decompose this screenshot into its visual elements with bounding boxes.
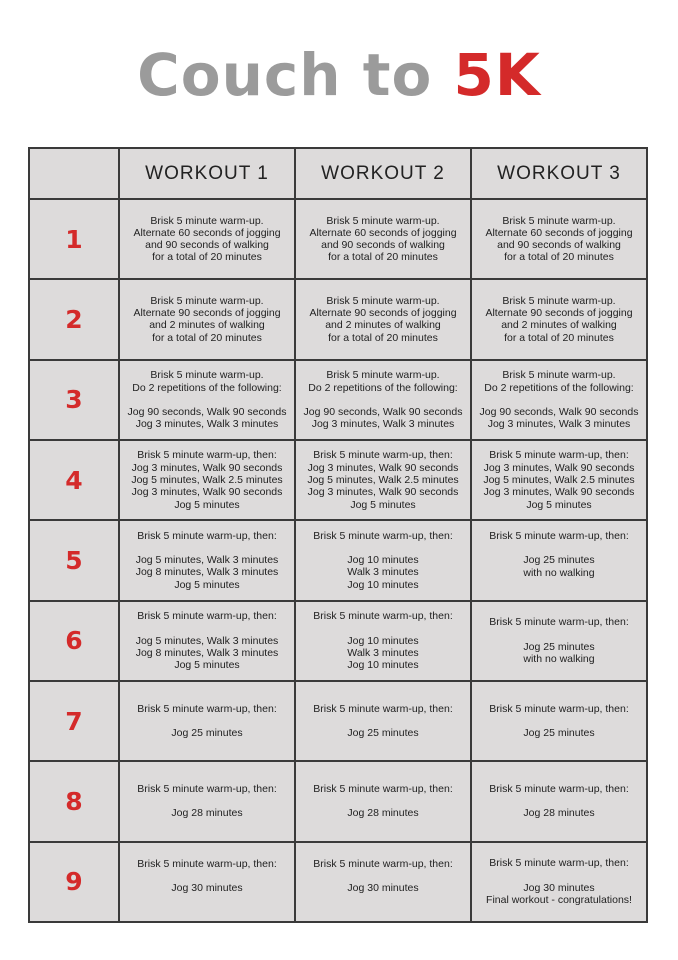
- workout-line: Brisk 5 minute warm-up, then:: [137, 449, 277, 462]
- workout-line: Jog 90 seconds, Walk 90 seconds: [127, 405, 287, 418]
- workout-line: Brisk 5 minute warm-up.: [150, 369, 264, 382]
- week-number: 3: [29, 360, 119, 440]
- workout-description: [472, 616, 646, 665]
- page-title: [0, 30, 678, 120]
- workout-line: Alternate 90 seconds of jogging: [309, 307, 457, 320]
- workout-cell: [471, 199, 647, 279]
- workout-cell: [471, 440, 647, 520]
- blank-line: [120, 870, 294, 882]
- workout-line: Brisk 5 minute warm-up, then:: [489, 857, 629, 870]
- blank-line: [120, 715, 294, 727]
- workout-schedule-table: [28, 147, 648, 923]
- workout-line: Jog 10 minutes: [347, 659, 419, 672]
- workout-line: for a total of 20 minutes: [152, 331, 262, 344]
- workout-description: [296, 215, 470, 264]
- workout-line: Alternate 90 seconds of jogging: [133, 307, 281, 320]
- workout-line: Jog 8 minutes, Walk 3 minutes: [135, 566, 279, 579]
- workout-description: [120, 295, 294, 344]
- workout-line: Brisk 5 minute warm-up, then:: [489, 702, 629, 715]
- workout-description: [296, 295, 470, 344]
- workout-line: with no walking: [523, 652, 595, 665]
- blank-line: [296, 795, 470, 807]
- workout-description: [472, 530, 646, 591]
- header-workout-3: WORKOUT 3: [471, 148, 647, 199]
- blank-line: [472, 870, 646, 882]
- workout-line: Brisk 5 minute warm-up, then:: [313, 449, 453, 462]
- workout-line: and 90 seconds of walking: [321, 239, 445, 252]
- week-row: [29, 199, 647, 279]
- workout-line: Jog 5 minutes, Walk 3 minutes: [135, 554, 279, 567]
- workout-line: Brisk 5 minute warm-up.: [502, 214, 616, 227]
- workout-line: Brisk 5 minute warm-up, then:: [137, 702, 277, 715]
- workout-line: Alternate 60 seconds of jogging: [309, 226, 457, 239]
- workout-cell: [295, 199, 471, 279]
- blank-line: [296, 623, 470, 635]
- workout-description: [472, 295, 646, 344]
- workout-line: Final workout - congratulations!: [486, 893, 632, 906]
- workout-line: Alternate 60 seconds of jogging: [485, 226, 633, 239]
- workout-line: Brisk 5 minute warm-up.: [502, 369, 616, 382]
- workout-cell: [295, 279, 471, 359]
- week-row: [29, 601, 647, 681]
- workout-line: Jog 5 minutes, Walk 3 minutes: [135, 634, 279, 647]
- workout-line: for a total of 20 minutes: [504, 331, 614, 344]
- workout-line: Jog 5 minutes: [174, 578, 240, 591]
- schedule-body: [29, 199, 647, 922]
- workout-line: Brisk 5 minute warm-up, then:: [137, 610, 277, 623]
- workout-line: Jog 5 minutes: [174, 498, 240, 511]
- workout-line: Jog 10 minutes: [347, 634, 419, 647]
- workout-line: and 2 minutes of walking: [149, 319, 265, 332]
- workout-line: Jog 30 minutes: [171, 881, 243, 894]
- workout-line: Brisk 5 minute warm-up, then:: [137, 529, 277, 542]
- week-number: 7: [29, 681, 119, 761]
- workout-cell: [119, 199, 295, 279]
- workout-line: Jog 5 minutes, Walk 2.5 minutes: [307, 474, 459, 486]
- workout-line: Do 2 repetitions of the following:: [308, 381, 458, 394]
- week-row: [29, 360, 647, 440]
- workout-cell: [295, 601, 471, 681]
- blank-line: [296, 894, 470, 906]
- week-row: [29, 279, 647, 359]
- workout-cell: [295, 440, 471, 520]
- blank-line: [296, 870, 470, 882]
- workout-description: [296, 530, 470, 591]
- workout-line: and 2 minutes of walking: [501, 319, 617, 332]
- workout-line: Walk 3 minutes: [347, 566, 419, 579]
- blank-line: [296, 542, 470, 554]
- workout-line: Do 2 repetitions of the following:: [484, 381, 634, 394]
- workout-description: [296, 858, 470, 907]
- workout-line: Brisk 5 minute warm-up, then:: [137, 857, 277, 870]
- workout-line: Jog 3 minutes, Walk 90 seconds: [483, 461, 635, 474]
- blank-line: [472, 715, 646, 727]
- workout-line: Jog 3 minutes, Walk 3 minutes: [135, 418, 279, 431]
- workout-line: Brisk 5 minute warm-up, then:: [137, 783, 277, 796]
- workout-line: Jog 3 minutes, Walk 3 minutes: [487, 418, 631, 431]
- workout-line: for a total of 20 minutes: [152, 251, 262, 264]
- workout-line: Jog 3 minutes, Walk 90 seconds: [307, 486, 459, 499]
- workout-description: [472, 703, 646, 740]
- workout-cell: [471, 681, 647, 761]
- header-workout-1: WORKOUT 1: [119, 148, 295, 199]
- workout-cell: [471, 520, 647, 600]
- workout-line: Brisk 5 minute warm-up.: [326, 369, 440, 382]
- workout-description: [296, 703, 470, 740]
- workout-line: Jog 10 minutes: [347, 578, 419, 591]
- workout-cell: [119, 440, 295, 520]
- workout-description: [120, 703, 294, 740]
- workout-description: [472, 215, 646, 264]
- blank-line: [472, 542, 646, 554]
- workout-cell: [471, 360, 647, 440]
- week-row: [29, 842, 647, 922]
- workout-line: Jog 3 minutes, Walk 90 seconds: [131, 461, 283, 474]
- workout-cell: [295, 842, 471, 922]
- workout-line: Brisk 5 minute warm-up.: [150, 294, 264, 307]
- workout-line: Jog 90 seconds, Walk 90 seconds: [479, 405, 639, 418]
- blank-line: [472, 579, 646, 591]
- workout-cell: [119, 842, 295, 922]
- workout-line: Brisk 5 minute warm-up.: [326, 294, 440, 307]
- workout-line: Jog 25 minutes: [523, 727, 595, 740]
- workout-line: Brisk 5 minute warm-up, then:: [489, 530, 629, 543]
- workout-description: [120, 449, 294, 510]
- workout-line: with no walking: [523, 566, 595, 579]
- workout-line: Jog 30 minutes: [523, 881, 595, 894]
- workout-line: Jog 28 minutes: [347, 807, 419, 820]
- workout-description: [296, 369, 470, 430]
- workout-cell: [471, 279, 647, 359]
- header-workout-2: WORKOUT 2: [295, 148, 471, 199]
- workout-cell: [471, 842, 647, 922]
- workout-cell: [119, 681, 295, 761]
- week-row: [29, 761, 647, 841]
- workout-cell: [295, 520, 471, 600]
- blank-line: [120, 894, 294, 906]
- week-number: 9: [29, 842, 119, 922]
- workout-line: Brisk 5 minute warm-up.: [150, 214, 264, 227]
- workout-line: Do 2 repetitions of the following:: [132, 381, 282, 394]
- workout-line: Jog 25 minutes: [347, 727, 419, 740]
- workout-line: Jog 3 minutes, Walk 3 minutes: [311, 418, 455, 431]
- blank-line: [296, 715, 470, 727]
- workout-cell: [119, 360, 295, 440]
- title-couch-to: Couch to: [137, 41, 454, 109]
- workout-description: [120, 530, 294, 591]
- workout-line: Brisk 5 minute warm-up, then:: [313, 702, 453, 715]
- workout-line: Jog 3 minutes, Walk 90 seconds: [131, 486, 283, 499]
- workout-cell: [295, 360, 471, 440]
- week-number: 2: [29, 279, 119, 359]
- workout-description: [120, 369, 294, 430]
- workout-line: Alternate 60 seconds of jogging: [133, 226, 281, 239]
- workout-cell: [295, 681, 471, 761]
- workout-line: Jog 5 minutes: [350, 498, 416, 511]
- workout-line: Jog 28 minutes: [523, 807, 595, 820]
- workout-line: Brisk 5 minute warm-up, then:: [489, 783, 629, 796]
- blank-line: [120, 795, 294, 807]
- workout-description: [472, 783, 646, 820]
- header-corner: [29, 148, 119, 199]
- workout-cell: [119, 279, 295, 359]
- week-number: 6: [29, 601, 119, 681]
- workout-line: Jog 10 minutes: [347, 554, 419, 567]
- workout-description: [296, 449, 470, 510]
- workout-description: [296, 610, 470, 671]
- workout-description: [472, 369, 646, 430]
- workout-line: Jog 25 minutes: [171, 727, 243, 740]
- workout-description: [120, 783, 294, 820]
- workout-line: Jog 5 minutes, Walk 2.5 minutes: [131, 474, 283, 486]
- workout-line: Jog 25 minutes: [523, 640, 595, 653]
- workout-description: [120, 215, 294, 264]
- workout-line: Jog 5 minutes, Walk 2.5 minutes: [483, 474, 635, 486]
- week-number: 8: [29, 761, 119, 841]
- title-5k: 5K: [453, 41, 541, 109]
- workout-cell: [295, 761, 471, 841]
- workout-line: Brisk 5 minute warm-up, then:: [489, 449, 629, 462]
- workout-line: Brisk 5 minute warm-up.: [502, 294, 616, 307]
- workout-line: Brisk 5 minute warm-up, then:: [313, 529, 453, 542]
- workout-line: and 90 seconds of walking: [497, 239, 621, 252]
- workout-line: for a total of 20 minutes: [504, 251, 614, 264]
- workout-line: for a total of 20 minutes: [328, 251, 438, 264]
- blank-line: [472, 394, 646, 406]
- workout-line: Jog 90 seconds, Walk 90 seconds: [303, 405, 463, 418]
- blank-line: [296, 394, 470, 406]
- workout-line: Jog 30 minutes: [347, 881, 419, 894]
- blank-line: [120, 394, 294, 406]
- workout-line: Jog 8 minutes, Walk 3 minutes: [135, 646, 279, 659]
- workout-description: [296, 783, 470, 820]
- workout-line: Brisk 5 minute warm-up, then:: [313, 783, 453, 796]
- header-row: [29, 148, 647, 199]
- week-row: [29, 520, 647, 600]
- week-number: 4: [29, 440, 119, 520]
- workout-cell: [471, 761, 647, 841]
- workout-line: Jog 3 minutes, Walk 90 seconds: [307, 461, 459, 474]
- workout-line: Jog 5 minutes: [526, 498, 592, 511]
- blank-line: [472, 629, 646, 641]
- workout-line: Walk 3 minutes: [347, 646, 419, 659]
- week-number: 1: [29, 199, 119, 279]
- workout-cell: [119, 520, 295, 600]
- workout-line: and 2 minutes of walking: [325, 319, 441, 332]
- week-number: 5: [29, 520, 119, 600]
- workout-line: Alternate 90 seconds of jogging: [485, 307, 633, 320]
- workout-line: Brisk 5 minute warm-up, then:: [489, 616, 629, 629]
- workout-line: for a total of 20 minutes: [328, 331, 438, 344]
- blank-line: [120, 623, 294, 635]
- workout-description: [472, 449, 646, 510]
- blank-line: [120, 542, 294, 554]
- workout-description: [120, 610, 294, 671]
- week-row: [29, 440, 647, 520]
- workout-cell: [471, 601, 647, 681]
- workout-line: Brisk 5 minute warm-up.: [326, 214, 440, 227]
- workout-description: [472, 857, 646, 906]
- workout-line: Jog 25 minutes: [523, 554, 595, 567]
- workout-line: Brisk 5 minute warm-up, then:: [313, 857, 453, 870]
- workout-description: [120, 858, 294, 907]
- workout-line: Brisk 5 minute warm-up, then:: [313, 610, 453, 623]
- workout-line: Jog 3 minutes, Walk 90 seconds: [483, 486, 635, 499]
- workout-cell: [119, 601, 295, 681]
- workout-line: and 90 seconds of walking: [145, 239, 269, 252]
- workout-line: Jog 5 minutes: [174, 659, 240, 672]
- blank-line: [472, 795, 646, 807]
- workout-cell: [119, 761, 295, 841]
- week-row: [29, 681, 647, 761]
- workout-line: Jog 28 minutes: [171, 807, 243, 820]
